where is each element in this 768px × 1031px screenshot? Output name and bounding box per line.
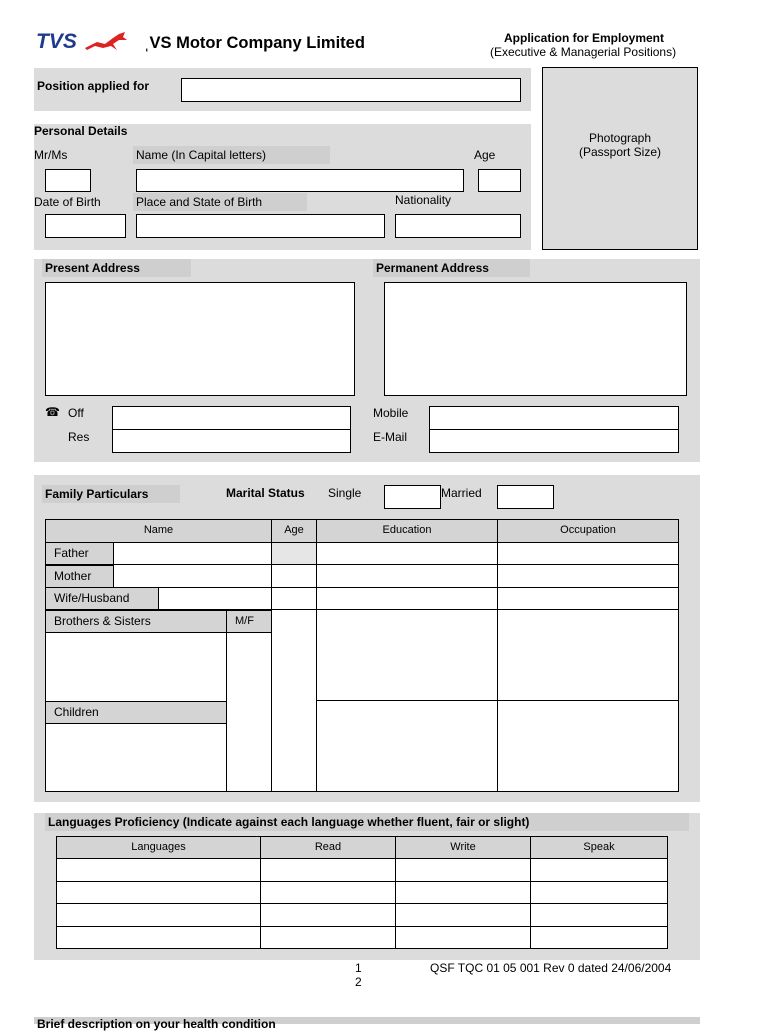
phone-off-label: Off — [68, 406, 84, 420]
mobile-label: Mobile — [373, 406, 409, 420]
nationality-label: Nationality — [395, 193, 452, 207]
lang-header-read: Read — [260, 836, 396, 859]
mother-label: Mother — [45, 565, 114, 588]
form-subtitle: (Executive & Managerial Positions) — [490, 45, 677, 59]
photo-label-line1: Photograph — [588, 131, 652, 145]
mobile-input[interactable] — [429, 406, 679, 430]
horse-logo-icon — [83, 30, 129, 54]
photo-label-line2: (Passport Size) — [578, 145, 662, 159]
single-label: Single — [328, 486, 362, 500]
lang-header-write: Write — [395, 836, 531, 859]
company-logo — [36, 30, 132, 56]
phone-res-input[interactable] — [112, 429, 351, 453]
name-label: Name (In Capital letters) — [133, 146, 330, 164]
dob-label: Date of Birth — [34, 195, 101, 209]
pob-label: Place and State of Birth — [133, 193, 307, 211]
health-section-title: Brief description on your health condition — [37, 1017, 276, 1031]
dob-input[interactable] — [45, 214, 126, 238]
mrms-input[interactable] — [45, 169, 91, 192]
family-header-age: Age — [271, 519, 317, 543]
mrms-label: Mr/Ms — [34, 148, 68, 162]
mf-label: M/F — [226, 610, 272, 633]
permanent-address-input[interactable] — [384, 282, 687, 396]
email-input[interactable] — [429, 429, 679, 453]
position-label: Position applied for — [37, 79, 150, 93]
phone-icon: ☎ — [45, 405, 60, 419]
children-label: Children — [45, 701, 227, 724]
position-input[interactable] — [181, 78, 521, 102]
phone-res-label: Res — [68, 430, 90, 444]
name-input[interactable] — [136, 169, 464, 192]
father-label: Father — [45, 542, 114, 565]
present-address-input[interactable] — [45, 282, 355, 396]
doc-reference: QSF TQC 01 05 001 Rev 0 dated 24/06/2004 — [430, 961, 672, 975]
present-address-label: Present Address — [42, 259, 191, 277]
nationality-input[interactable] — [395, 214, 521, 238]
page-number: 1 — [355, 961, 362, 975]
languages-title: Languages Proficiency (Indicate against each language whether fluent, fair or slight) — [45, 813, 689, 831]
form-title: Application for Employment — [504, 31, 665, 45]
lang-header-languages: Languages — [56, 836, 261, 859]
permanent-address-label: Permanent Address — [373, 259, 530, 277]
pob-input[interactable] — [136, 214, 385, 238]
father-age-cell[interactable] — [272, 543, 316, 564]
age-input[interactable] — [478, 169, 521, 192]
spouse-label: Wife/Husband — [45, 587, 159, 610]
page-number-next: 2 — [355, 975, 362, 989]
family-header-name: Name — [45, 519, 272, 543]
age-label: Age — [474, 148, 496, 162]
family-header-occupation: Occupation — [497, 519, 679, 543]
company-name: ˌVS Motor Company Limited — [144, 34, 365, 52]
married-label: Married — [441, 486, 482, 500]
family-table — [45, 519, 679, 792]
logo-text: TVS — [36, 30, 77, 53]
single-checkbox[interactable] — [384, 485, 441, 509]
family-title: Family Particulars — [42, 485, 180, 503]
marital-status-label: Marital Status — [226, 486, 305, 500]
personal-details-title: Personal Details — [34, 124, 128, 138]
email-label: E-Mail — [373, 430, 408, 444]
married-checkbox[interactable] — [497, 485, 554, 509]
phone-off-input[interactable] — [112, 406, 351, 430]
lang-header-speak: Speak — [530, 836, 668, 859]
siblings-label: Brothers & Sisters — [45, 610, 227, 633]
family-header-education: Education — [316, 519, 498, 543]
